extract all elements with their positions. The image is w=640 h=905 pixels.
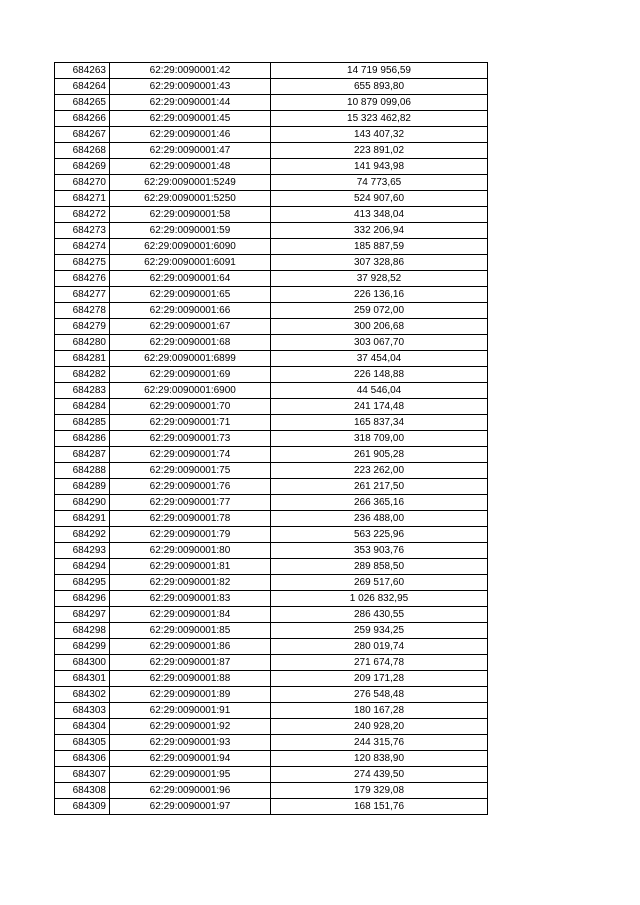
row-number-cell: 684300 (55, 655, 110, 671)
value-cell: 120 838,90 (271, 751, 488, 767)
table-row (55, 799, 488, 815)
value-cell: 413 348,04 (271, 207, 488, 223)
value-cell: 37 454,04 (271, 351, 488, 367)
value-cell: 74 773,65 (271, 175, 488, 191)
cadastral-number-cell: 62:29:0090001:86 (110, 639, 271, 655)
value-cell: 1 026 832,95 (271, 591, 488, 607)
row-number-cell: 684268 (55, 143, 110, 159)
value-cell: 332 206,94 (271, 223, 488, 239)
value-cell: 209 171,28 (271, 671, 488, 687)
row-number-cell: 684305 (55, 735, 110, 751)
value-cell: 223 891,02 (271, 143, 488, 159)
row-number-cell: 684271 (55, 191, 110, 207)
table-row (55, 415, 488, 431)
table-row (55, 223, 488, 239)
table-row (55, 271, 488, 287)
cadastral-number-cell: 62:29:0090001:74 (110, 447, 271, 463)
table-row (55, 191, 488, 207)
table-row (55, 175, 488, 191)
value-cell: 524 907,60 (271, 191, 488, 207)
cadastral-number-cell: 62:29:0090001:87 (110, 655, 271, 671)
cadastral-number-cell: 62:29:0090001:5250 (110, 191, 271, 207)
row-number-cell: 684272 (55, 207, 110, 223)
table-row (55, 63, 488, 79)
cadastral-number-cell: 62:29:0090001:77 (110, 495, 271, 511)
cadastral-number-cell: 62:29:0090001:88 (110, 671, 271, 687)
row-number-cell: 684267 (55, 127, 110, 143)
row-number-cell: 684297 (55, 607, 110, 623)
cadastral-number-cell: 62:29:0090001:92 (110, 719, 271, 735)
cadastral-number-cell: 62:29:0090001:47 (110, 143, 271, 159)
value-cell: 289 858,50 (271, 559, 488, 575)
cadastral-number-cell: 62:29:0090001:69 (110, 367, 271, 383)
table-row (55, 287, 488, 303)
value-cell: 165 837,34 (271, 415, 488, 431)
row-number-cell: 684289 (55, 479, 110, 495)
table-row (55, 607, 488, 623)
value-cell: 10 879 099,06 (271, 95, 488, 111)
cadastral-number-cell: 62:29:0090001:75 (110, 463, 271, 479)
value-cell: 226 136,16 (271, 287, 488, 303)
value-cell: 185 887,59 (271, 239, 488, 255)
value-cell: 655 893,80 (271, 79, 488, 95)
row-number-cell: 684278 (55, 303, 110, 319)
row-number-cell: 684288 (55, 463, 110, 479)
value-cell: 44 546,04 (271, 383, 488, 399)
value-cell: 303 067,70 (271, 335, 488, 351)
table-row (55, 399, 488, 415)
value-cell: 244 315,76 (271, 735, 488, 751)
cadastral-number-cell: 62:29:0090001:58 (110, 207, 271, 223)
row-number-cell: 684307 (55, 767, 110, 783)
table-row (55, 623, 488, 639)
value-cell: 179 329,08 (271, 783, 488, 799)
row-number-cell: 684282 (55, 367, 110, 383)
row-number-cell: 684266 (55, 111, 110, 127)
table-row (55, 639, 488, 655)
row-number-cell: 684283 (55, 383, 110, 399)
value-cell: 236 488,00 (271, 511, 488, 527)
cadastral-number-cell: 62:29:0090001:59 (110, 223, 271, 239)
row-number-cell: 684276 (55, 271, 110, 287)
value-cell: 261 905,28 (271, 447, 488, 463)
cadastral-number-cell: 62:29:0090001:89 (110, 687, 271, 703)
table-row (55, 575, 488, 591)
cadastral-number-cell: 62:29:0090001:70 (110, 399, 271, 415)
row-number-cell: 684306 (55, 751, 110, 767)
row-number-cell: 684292 (55, 527, 110, 543)
cadastral-number-cell: 62:29:0090001:73 (110, 431, 271, 447)
table-row (55, 303, 488, 319)
value-cell: 14 719 956,59 (271, 63, 488, 79)
cadastral-number-cell: 62:29:0090001:6899 (110, 351, 271, 367)
row-number-cell: 684309 (55, 799, 110, 815)
cadastral-number-cell: 62:29:0090001:45 (110, 111, 271, 127)
table-row (55, 767, 488, 783)
table-row (55, 95, 488, 111)
cadastral-number-cell: 62:29:0090001:82 (110, 575, 271, 591)
row-number-cell: 684296 (55, 591, 110, 607)
cadastral-number-cell: 62:29:0090001:84 (110, 607, 271, 623)
table-row (55, 335, 488, 351)
table-body (55, 63, 488, 815)
cadastral-number-cell: 62:29:0090001:79 (110, 527, 271, 543)
cadastral-number-cell: 62:29:0090001:65 (110, 287, 271, 303)
table-row (55, 127, 488, 143)
value-cell: 15 323 462,82 (271, 111, 488, 127)
cadastral-number-cell: 62:29:0090001:76 (110, 479, 271, 495)
row-number-cell: 684275 (55, 255, 110, 271)
row-number-cell: 684298 (55, 623, 110, 639)
row-number-cell: 684293 (55, 543, 110, 559)
table-row (55, 431, 488, 447)
value-cell: 240 928,20 (271, 719, 488, 735)
cadastral-number-cell: 62:29:0090001:83 (110, 591, 271, 607)
row-number-cell: 684294 (55, 559, 110, 575)
cadastral-number-cell: 62:29:0090001:6090 (110, 239, 271, 255)
cadastral-number-cell: 62:29:0090001:80 (110, 543, 271, 559)
cadastral-number-cell: 62:29:0090001:96 (110, 783, 271, 799)
value-cell: 168 151,76 (271, 799, 488, 815)
row-number-cell: 684273 (55, 223, 110, 239)
cadastral-number-cell: 62:29:0090001:44 (110, 95, 271, 111)
value-cell: 259 072,00 (271, 303, 488, 319)
table-row (55, 367, 488, 383)
table-row (55, 255, 488, 271)
cadastral-number-cell: 62:29:0090001:5249 (110, 175, 271, 191)
table-row (55, 751, 488, 767)
row-number-cell: 684281 (55, 351, 110, 367)
table-row (55, 495, 488, 511)
cadastral-number-cell: 62:29:0090001:43 (110, 79, 271, 95)
cadastral-number-cell: 62:29:0090001:46 (110, 127, 271, 143)
table-row (55, 143, 488, 159)
row-number-cell: 684265 (55, 95, 110, 111)
cadastral-number-cell: 62:29:0090001:71 (110, 415, 271, 431)
table-row (55, 703, 488, 719)
cadastral-number-cell: 62:29:0090001:94 (110, 751, 271, 767)
cadastral-number-cell: 62:29:0090001:66 (110, 303, 271, 319)
row-number-cell: 684303 (55, 703, 110, 719)
row-number-cell: 684299 (55, 639, 110, 655)
table-row (55, 463, 488, 479)
value-cell: 274 439,50 (271, 767, 488, 783)
table-row (55, 159, 488, 175)
table-row (55, 239, 488, 255)
value-cell: 286 430,55 (271, 607, 488, 623)
row-number-cell: 684280 (55, 335, 110, 351)
table-row (55, 687, 488, 703)
row-number-cell: 684279 (55, 319, 110, 335)
row-number-cell: 684269 (55, 159, 110, 175)
table-row (55, 479, 488, 495)
row-number-cell: 684285 (55, 415, 110, 431)
cadastral-number-cell: 62:29:0090001:97 (110, 799, 271, 815)
row-number-cell: 684290 (55, 495, 110, 511)
row-number-cell: 684264 (55, 79, 110, 95)
cadastral-number-cell: 62:29:0090001:48 (110, 159, 271, 175)
cadastral-number-cell: 62:29:0090001:64 (110, 271, 271, 287)
value-cell: 307 328,86 (271, 255, 488, 271)
cadastral-number-cell: 62:29:0090001:78 (110, 511, 271, 527)
cadastral-number-cell: 62:29:0090001:67 (110, 319, 271, 335)
value-cell: 276 548,48 (271, 687, 488, 703)
table-row (55, 543, 488, 559)
table-row (55, 783, 488, 799)
cadastral-number-cell: 62:29:0090001:42 (110, 63, 271, 79)
value-cell: 318 709,00 (271, 431, 488, 447)
cadastral-number-cell: 62:29:0090001:68 (110, 335, 271, 351)
cadastral-number-cell: 62:29:0090001:95 (110, 767, 271, 783)
row-number-cell: 684287 (55, 447, 110, 463)
row-number-cell: 684277 (55, 287, 110, 303)
table-row (55, 527, 488, 543)
table-row (55, 655, 488, 671)
table-row (55, 559, 488, 575)
value-cell: 141 943,98 (271, 159, 488, 175)
cadastral-number-cell: 62:29:0090001:93 (110, 735, 271, 751)
value-cell: 300 206,68 (271, 319, 488, 335)
table-row (55, 79, 488, 95)
value-cell: 180 167,28 (271, 703, 488, 719)
row-number-cell: 684301 (55, 671, 110, 687)
table-row (55, 671, 488, 687)
value-cell: 266 365,16 (271, 495, 488, 511)
value-cell: 259 934,25 (271, 623, 488, 639)
table-row (55, 111, 488, 127)
row-number-cell: 684286 (55, 431, 110, 447)
row-number-cell: 684284 (55, 399, 110, 415)
table-row (55, 447, 488, 463)
row-number-cell: 684304 (55, 719, 110, 735)
table-row (55, 719, 488, 735)
table-row (55, 735, 488, 751)
value-cell: 271 674,78 (271, 655, 488, 671)
value-cell: 261 217,50 (271, 479, 488, 495)
row-number-cell: 684270 (55, 175, 110, 191)
table-row (55, 351, 488, 367)
row-number-cell: 684291 (55, 511, 110, 527)
value-cell: 143 407,32 (271, 127, 488, 143)
table-row (55, 511, 488, 527)
value-cell: 223 262,00 (271, 463, 488, 479)
value-cell: 563 225,96 (271, 527, 488, 543)
row-number-cell: 684302 (55, 687, 110, 703)
cadastral-number-cell: 62:29:0090001:91 (110, 703, 271, 719)
value-cell: 353 903,76 (271, 543, 488, 559)
table-row (55, 591, 488, 607)
cadastral-number-cell: 62:29:0090001:6091 (110, 255, 271, 271)
table-row (55, 383, 488, 399)
data-table (54, 62, 488, 815)
value-cell: 280 019,74 (271, 639, 488, 655)
row-number-cell: 684263 (55, 63, 110, 79)
cadastral-number-cell: 62:29:0090001:81 (110, 559, 271, 575)
cadastral-number-cell: 62:29:0090001:85 (110, 623, 271, 639)
row-number-cell: 684274 (55, 239, 110, 255)
row-number-cell: 684295 (55, 575, 110, 591)
value-cell: 37 928,52 (271, 271, 488, 287)
row-number-cell: 684308 (55, 783, 110, 799)
value-cell: 226 148,88 (271, 367, 488, 383)
table-row (55, 207, 488, 223)
cadastral-number-cell: 62:29:0090001:6900 (110, 383, 271, 399)
value-cell: 241 174,48 (271, 399, 488, 415)
table-row (55, 319, 488, 335)
value-cell: 269 517,60 (271, 575, 488, 591)
